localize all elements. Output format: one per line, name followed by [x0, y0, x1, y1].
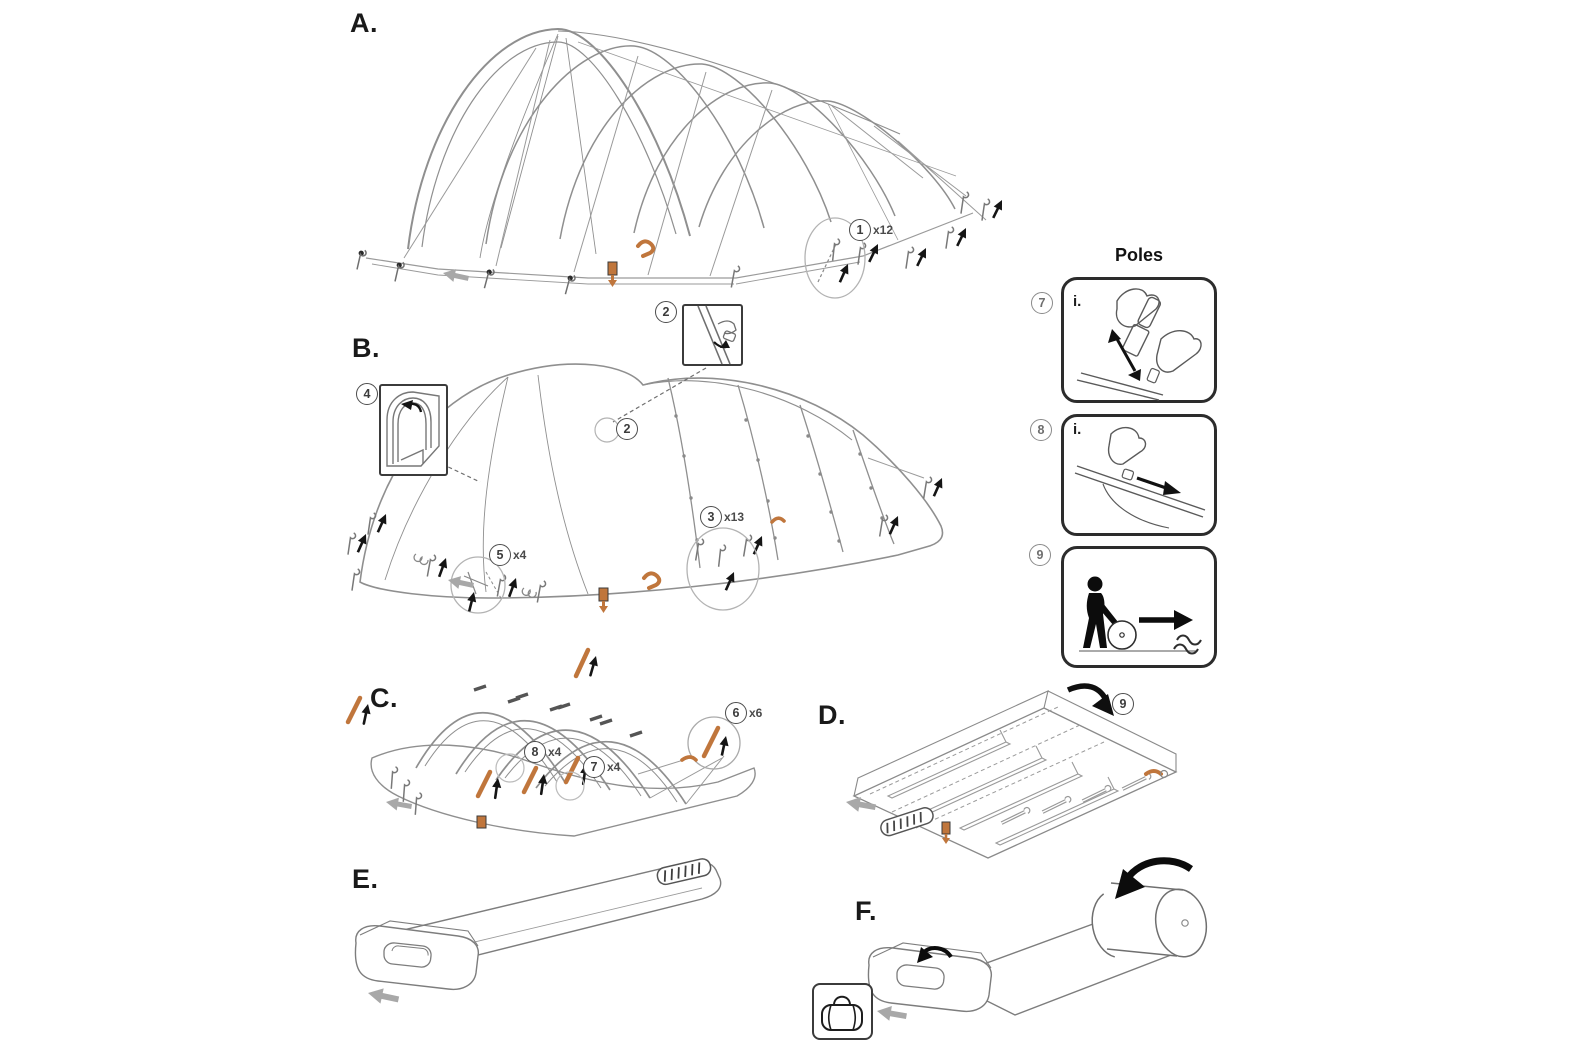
deflate-valve-icon: [1065, 418, 1215, 534]
orange-clips: [608, 241, 653, 287]
direction-arrow-gray: [366, 985, 400, 1007]
callout-6-number: 6: [725, 702, 747, 724]
poles-step-9-chip: [1029, 544, 1051, 566]
step-a-label: A.: [350, 8, 378, 38]
step-c-label: C.: [370, 683, 398, 713]
carry-bag-icon: [814, 985, 870, 1037]
callout-2-number: 2: [655, 301, 677, 323]
guy-lines: [404, 40, 986, 276]
callout-2-box: [655, 301, 677, 323]
step-a-drawing: [338, 6, 1033, 301]
callout-7-qty: x4: [607, 760, 621, 774]
callout-7-number: 7: [583, 756, 605, 778]
poles-panel-step9: [1061, 546, 1217, 668]
step-f-label: F.: [855, 896, 878, 926]
roller-press-icon: [1065, 550, 1215, 666]
callout-4-number: 4: [356, 383, 378, 405]
callout-6-qty: x6: [749, 706, 763, 720]
poles-7-number: 7: [1031, 292, 1053, 314]
poles-7-sub-label: i.: [1073, 293, 1082, 310]
step-d-label: D.: [818, 700, 846, 730]
callout-4-door: [356, 383, 378, 405]
callout-5-straps: [489, 544, 526, 566]
poles-9-number: 9: [1029, 544, 1051, 566]
step-b-label: B.: [352, 333, 380, 363]
callout-9-number: 9: [1112, 693, 1134, 715]
step-c-drawing: [338, 646, 803, 856]
callout-8-number: 8: [524, 741, 546, 763]
callout-1-qty: x12: [873, 223, 894, 237]
peg-hooks: [353, 250, 743, 295]
callout-5-number: 5: [489, 544, 511, 566]
detail-box-door-vent: [379, 384, 448, 476]
callout-5-qty: x4: [513, 548, 527, 562]
callout-1-pegs: [849, 219, 893, 241]
poles-panel-step8: [1061, 414, 1217, 536]
callout-3-number: 3: [700, 506, 722, 528]
callout-6-stakes: [725, 702, 762, 724]
step-d-drawing: [796, 676, 1211, 866]
pump-inflate-icon: [1065, 281, 1215, 401]
poles-8-number: 8: [1030, 419, 1052, 441]
poles-8-sub-label: i.: [1073, 421, 1082, 438]
direction-arrow-gray: [876, 1004, 908, 1024]
fabric-roll: [1087, 883, 1211, 961]
poles-step-7-chip: [1031, 292, 1053, 314]
callout-3-qty: x13: [724, 510, 745, 524]
callout-8-straps: [524, 741, 561, 763]
bag-detail-box: [812, 983, 873, 1040]
callout-3-stakes: [700, 506, 744, 528]
callout-7-valves: [583, 756, 620, 778]
callout-9-roll: [1112, 693, 1134, 715]
step-e-label: E.: [352, 864, 379, 894]
step-e-drawing: [340, 843, 805, 1013]
callout-8-qty: x4: [548, 745, 562, 759]
callout-2-point: [616, 418, 638, 440]
poles-panel-title: Poles: [1114, 245, 1164, 265]
poles-step-8-chip: [1030, 419, 1052, 441]
callout-1-number: 1: [849, 219, 871, 241]
callout-2b-number: 2: [616, 418, 638, 440]
poles-panel-step7: [1061, 277, 1217, 403]
roll-reference-arrow: [1068, 686, 1114, 716]
detail-box-pole-clip: [682, 304, 743, 366]
carry-bag-f: [868, 943, 991, 1011]
callout-6-circle: [682, 717, 740, 769]
